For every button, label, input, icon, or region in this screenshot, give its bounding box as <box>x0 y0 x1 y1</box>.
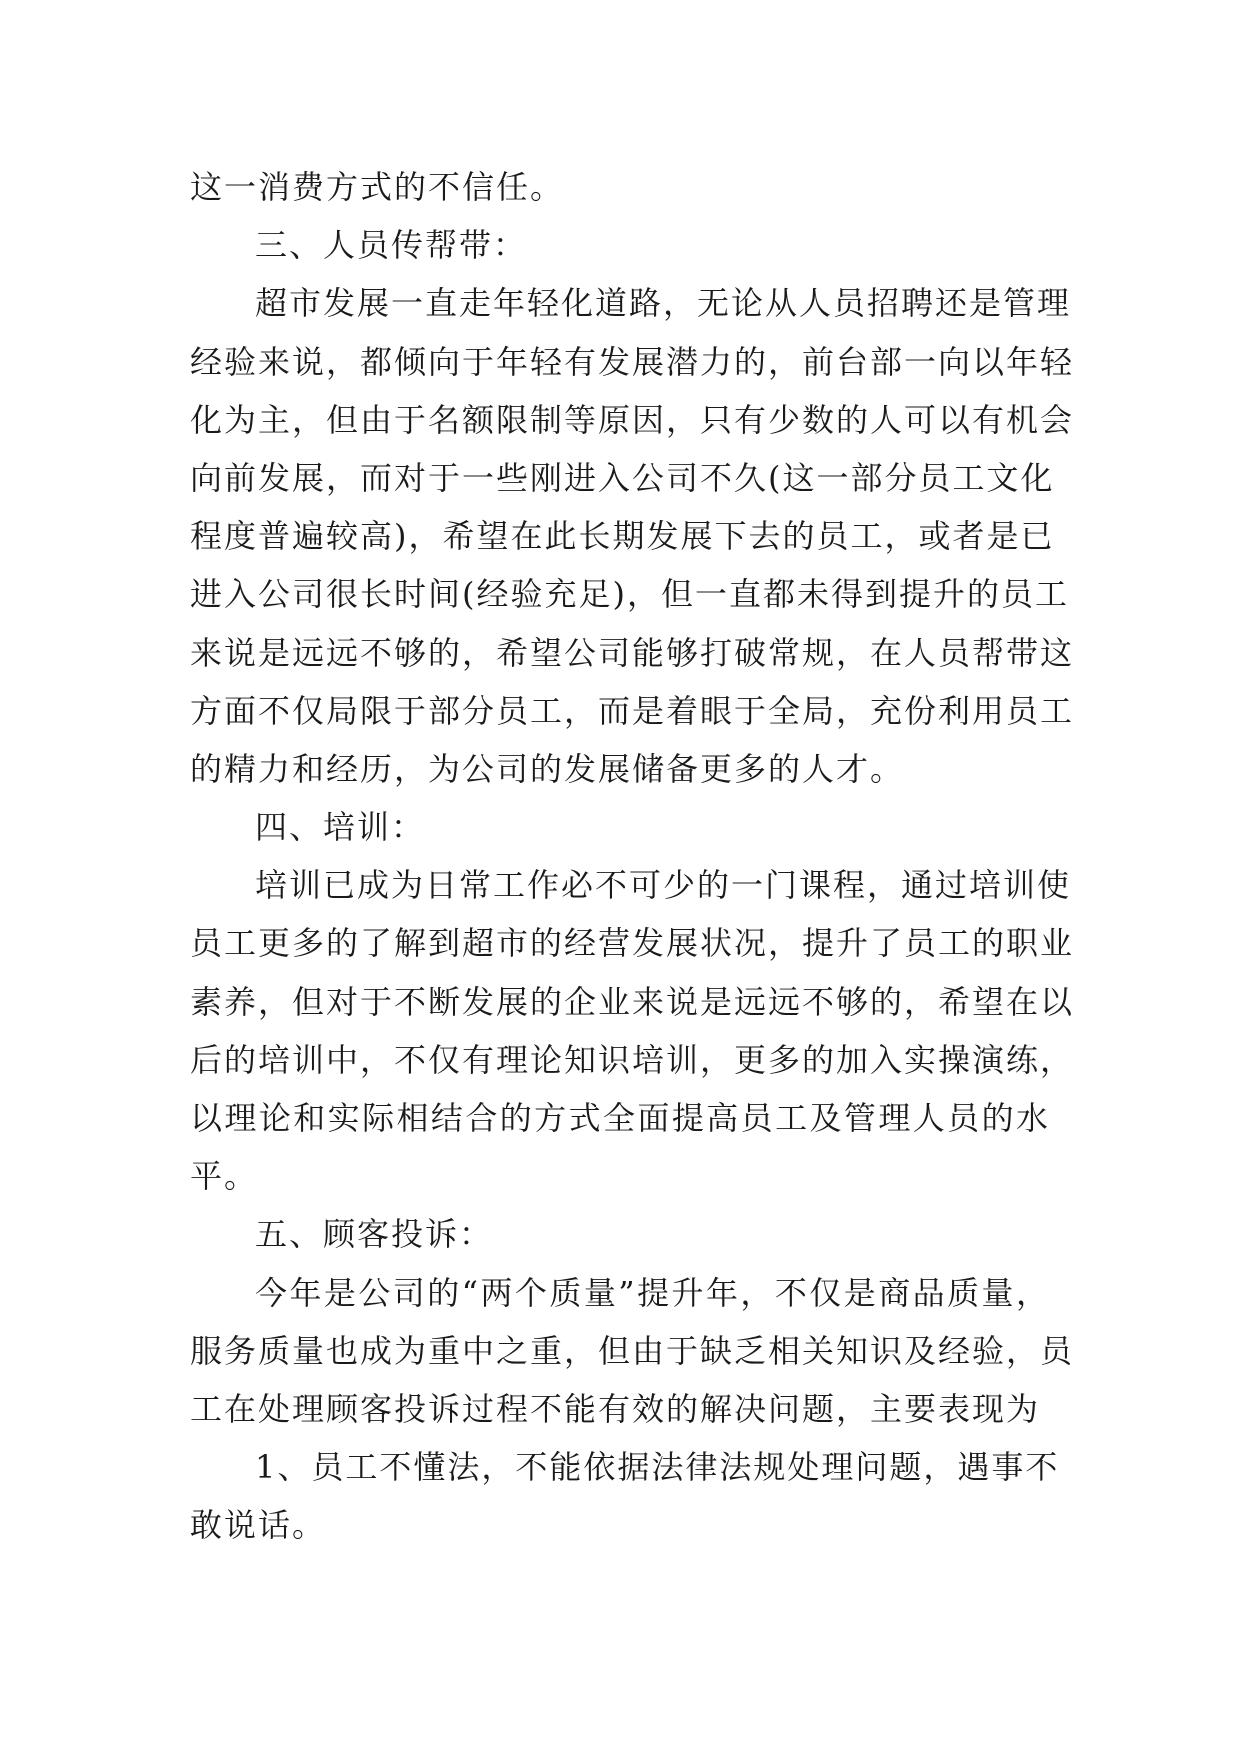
text-line: 五、顾客投诉： <box>255 1215 494 1254</box>
text-line: 服务质量也成为重中之重，但由于缺乏相关知识及经验，员 <box>190 1331 1075 1370</box>
text-line: 工在处理顾客投诉过程不能有效的解决问题，主要表现为 <box>190 1389 1041 1428</box>
text-line: 平。 <box>190 1157 259 1196</box>
text-line: 敢说话。 <box>190 1506 327 1545</box>
text-line: 今年是公司的“两个质量”提升年，不仅是商品质量， <box>255 1273 1050 1312</box>
document-body <box>190 158 1075 1555</box>
text-line: 培训已成为日常工作必不可少的一门课程，通过培训使 <box>255 866 1072 905</box>
text-line: 超市发展一直走年轻化道路，无论从人员招聘还是管理 <box>255 284 1072 323</box>
text-line: 三、人员传帮带： <box>255 226 528 265</box>
text-line: 素养，但对于不断发展的企业来说是远远不够的，希望在以 <box>190 982 1075 1021</box>
text-line: 员工更多的了解到超市的经营发展状况，提升了员工的职业 <box>190 924 1075 963</box>
text-line: 方面不仅局限于部分员工，而是着眼于全局，充份利用员工 <box>190 691 1075 730</box>
text-line: 以理论和实际相结合的方式全面提高员工及管理人员的水 <box>190 1099 1050 1137</box>
text-line: 四、培训： <box>255 808 426 847</box>
text-line: 的精力和经历，为公司的发展储备更多的人才。 <box>190 749 905 788</box>
text-line: 来说是远远不够的，希望公司能够打破常规，在人员帮带这 <box>190 633 1075 672</box>
text-line: 程度普遍较高)，希望在此长期发展下去的员工，或者是已 <box>190 517 1055 556</box>
text-line: 1、员工不懂法，不能依据法律法规处理问题，遇事不 <box>255 1448 1060 1487</box>
text-line: 向前发展，而对于一些刚进入公司不久(这一部分员工文化 <box>190 458 1055 497</box>
text-line: 经验来说，都倾向于年轻有发展潜力的，前台部一向以年轻 <box>190 342 1075 381</box>
text-line: 后的培训中，不仅有理论知识培训，更多的加入实操演练， <box>190 1040 1075 1079</box>
text-line: 进入公司很长时间(经验充足)，但一直都未得到提升的员工 <box>190 575 1069 614</box>
text-line: 这一消费方式的不信任。 <box>190 168 565 206</box>
text-line: 化为主，但由于名额限制等原因，只有少数的人可以有机会 <box>190 400 1075 439</box>
